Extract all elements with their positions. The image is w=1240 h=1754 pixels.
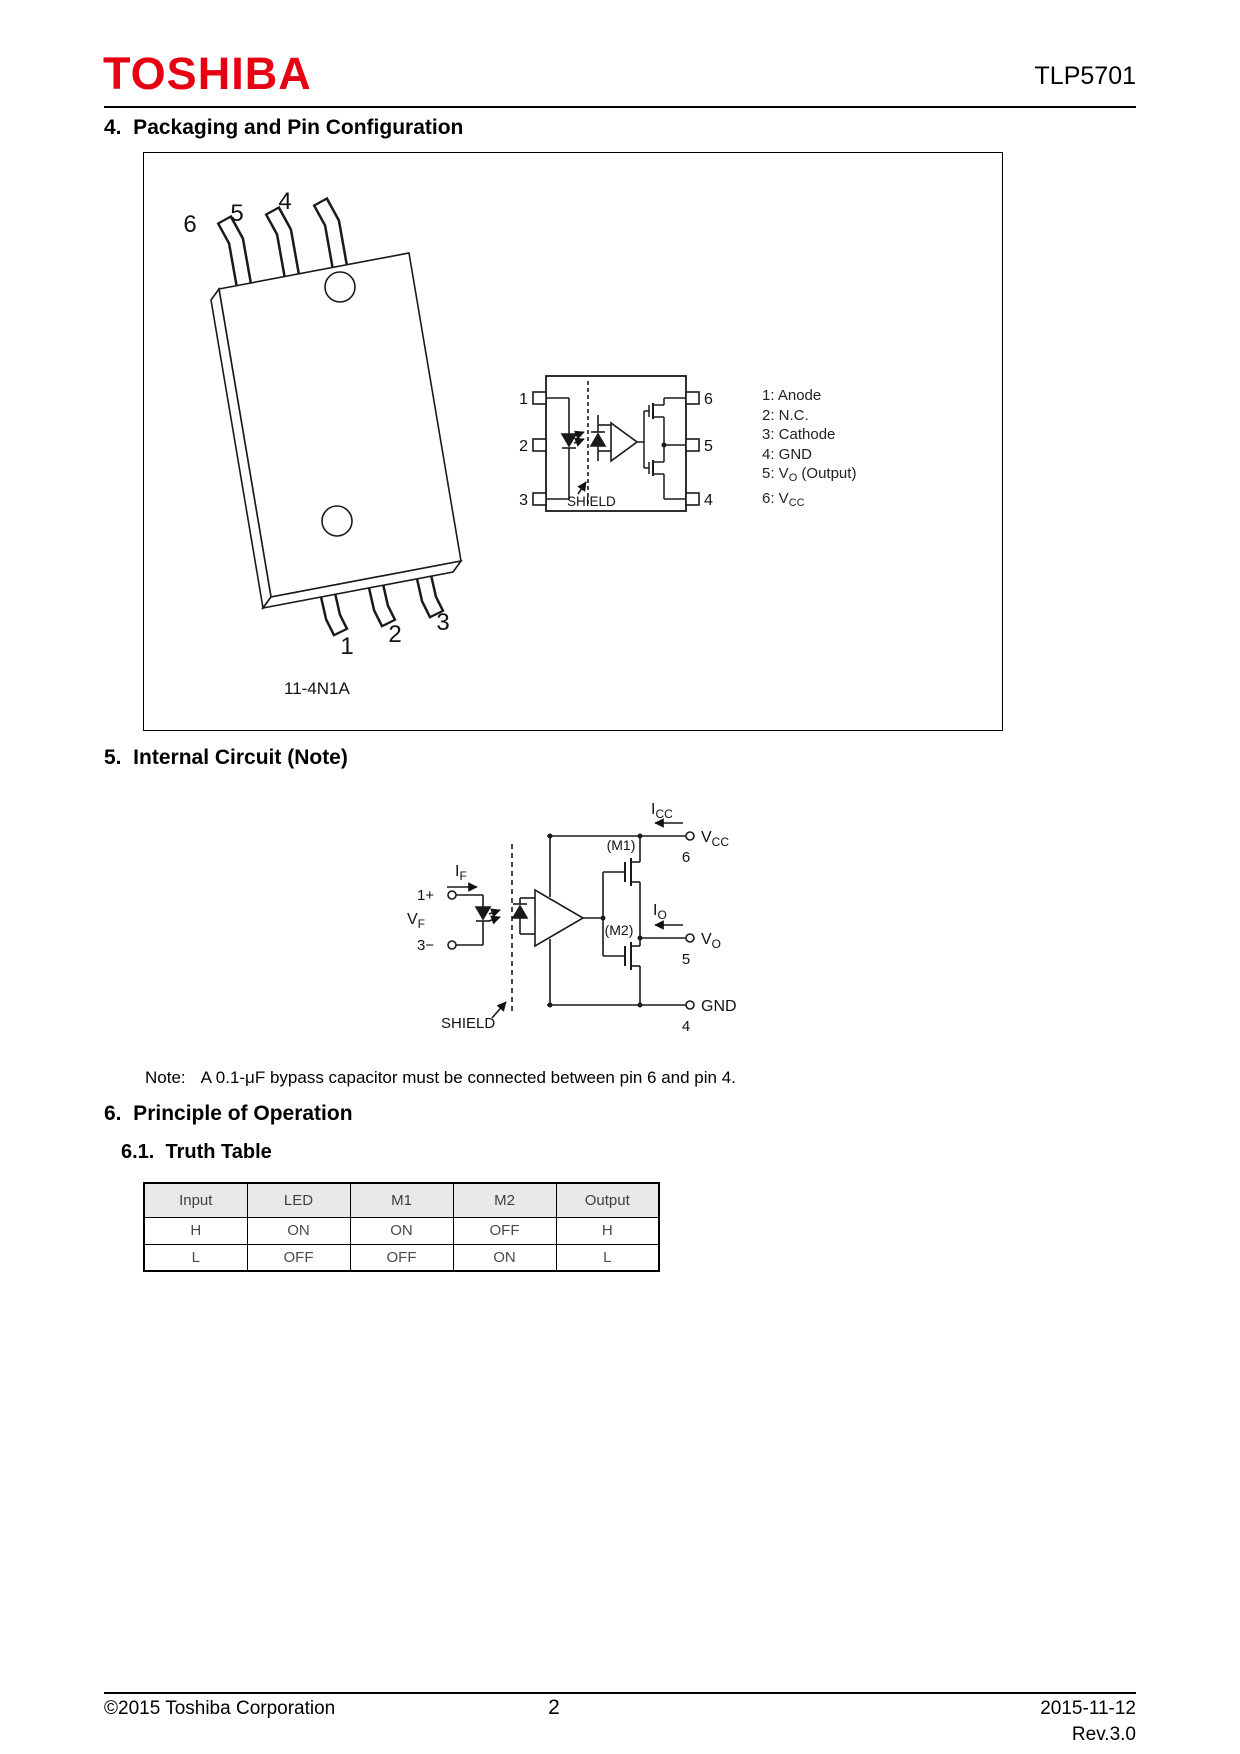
toshiba-logo: TOSHIBA (103, 48, 312, 99)
truth-table-header-cell: M2 (453, 1183, 556, 1217)
amplifier-symbol (535, 890, 583, 946)
pin-diagram-pin-number: 2 (519, 438, 528, 455)
photodiode-symbol (513, 898, 535, 934)
part-number: TLP5701 (1034, 62, 1136, 90)
truth-table (143, 1182, 660, 1272)
pin-legend-item: 6: $V_{CC}$ (762, 489, 805, 509)
truth-table-row (144, 1217, 659, 1244)
internal-circuit-figure (395, 786, 775, 1048)
footer-revision: Rev.3.0 (1071, 1724, 1136, 1745)
pin-diagram-pin-number: 1 (519, 391, 528, 408)
footer-rule (104, 1692, 1136, 1694)
truth-table-cell: L (556, 1244, 659, 1271)
vcc-label: $V_{CC}$ (701, 829, 730, 849)
pin-diagram-pin-number: 4 (704, 492, 713, 509)
truth-table-cell: OFF (453, 1217, 556, 1244)
section-6-heading: 6. Principle of Operation (104, 1102, 353, 1125)
note (145, 1068, 736, 1088)
truth-table-header-cell: Input (144, 1183, 247, 1217)
header-rule (104, 106, 1136, 108)
note-label: Note: (145, 1068, 186, 1087)
gnd-label: GND (701, 998, 737, 1015)
pin-diagram-pin-number: 6 (704, 391, 713, 408)
package-pin-number: 1 (340, 633, 354, 660)
pin1-label: 1+ (417, 887, 435, 904)
package-pin-number: 3 (436, 609, 450, 636)
package-figure (144, 153, 1001, 729)
pin4-label: 4 (681, 1018, 691, 1035)
note-text: A 0.1-μF bypass capacitor must be connected between pin 6 and pin 4. (200, 1068, 736, 1087)
pin5-label: 5 (681, 951, 691, 968)
truth-table-header-cell: LED (247, 1183, 350, 1217)
package-name: 11-4N1A (284, 679, 350, 698)
package-pin-number: 2 (388, 621, 402, 648)
icc-label: $I_{CC}$ (651, 801, 673, 821)
pin-legend-item: 1: Anode (762, 387, 822, 404)
truth-table-cell: ON (350, 1217, 453, 1244)
pin3-label: 3− (417, 937, 435, 954)
package-pin-number: 6 (183, 211, 197, 238)
section-4-heading: 4. Packaging and Pin Configuration (104, 116, 464, 139)
truth-table-header-cell: M1 (350, 1183, 453, 1217)
footer-copyright: ©2015 Toshiba Corporation (104, 1698, 336, 1719)
truth-table-cell: ON (453, 1244, 556, 1271)
cathode-terminal (448, 941, 456, 949)
vo-terminal (686, 934, 694, 942)
truth-table-cell: OFF (350, 1244, 453, 1271)
pin-legend-item: 5: $V_O$ (Output) (762, 465, 857, 484)
pin6-label: 6 (681, 849, 691, 866)
mosfet-m2 (603, 938, 640, 1005)
internal-circuit-svg (395, 786, 775, 1048)
truth-table-cell: H (556, 1217, 659, 1244)
section-5-heading: 5. Internal Circuit (Note) (104, 746, 348, 769)
shield-label: SHIELD (567, 494, 616, 509)
pin-diagram (533, 376, 699, 511)
vf-label: $V_F$ (407, 911, 426, 931)
shield-label: SHIELD (441, 1015, 496, 1032)
pin-diagram-pin-number: 3 (519, 492, 528, 509)
vcc-terminal (686, 832, 694, 840)
package-dimple-bottom (322, 506, 352, 536)
package-3d-drawing (211, 201, 461, 633)
pin-legend (762, 386, 856, 513)
truth-table-header-cell: Output (556, 1183, 659, 1217)
pin-legend-item: 2: N.C. (762, 406, 809, 424)
package-pin-number: 5 (230, 200, 244, 227)
package-dimple-top (325, 272, 355, 302)
led-symbol (476, 895, 500, 945)
truth-table-cell: ON (247, 1217, 350, 1244)
page-number: 2 (548, 1696, 560, 1719)
footer-date: 2015-11-12 (1040, 1698, 1136, 1719)
anode-terminal (448, 891, 456, 899)
section-6-1-heading: 6.1. Truth Table (121, 1141, 272, 1163)
package-pin-number: 4 (278, 188, 292, 215)
gnd-terminal (686, 1001, 694, 1009)
m2-label: (M2) (604, 922, 634, 938)
truth-table-cell: H (144, 1217, 247, 1244)
if-label: $I_F$ (455, 863, 467, 883)
truth-table-header-row (144, 1183, 659, 1217)
truth-table-cell: L (144, 1244, 247, 1271)
io-label: $I_O$ (653, 902, 667, 922)
pin-diagram-pin-number: 5 (704, 438, 713, 455)
pin-legend-item: 4: GND (762, 445, 813, 463)
m1-label: (M1) (606, 837, 636, 853)
package-figure-box (143, 152, 1003, 731)
truth-table-row (144, 1244, 659, 1271)
vo-label: $V_O$ (701, 931, 722, 951)
truth-table-cell: OFF (247, 1244, 350, 1271)
pin-legend-item: 3: Cathode (762, 426, 836, 443)
